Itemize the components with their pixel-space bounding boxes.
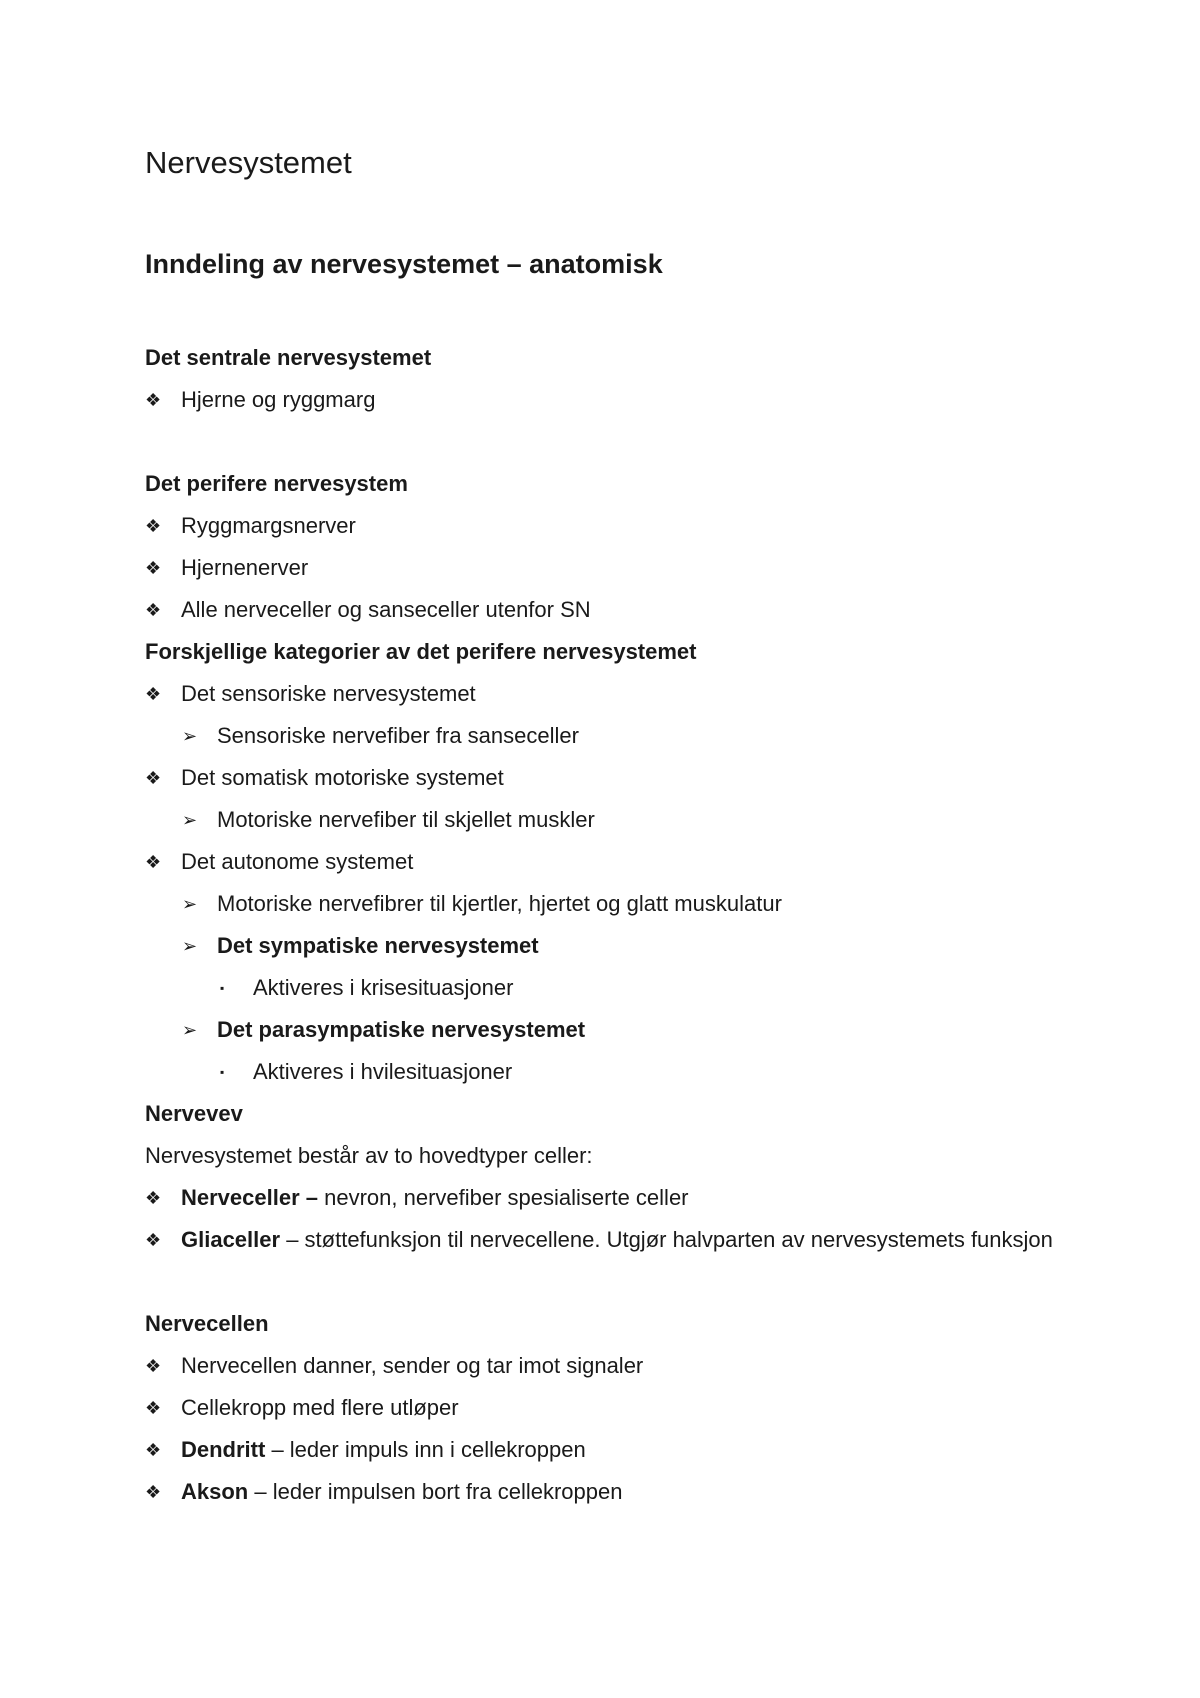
diamond-bullet-icon: ❖ <box>145 558 162 578</box>
diamond-bullet-icon: ❖ <box>145 852 162 872</box>
list-item: ➢ Det parasympatiske nervesystemet <box>145 1009 1085 1051</box>
square-bullet-icon: ▪ <box>220 1065 225 1079</box>
diamond-bullet-icon: ❖ <box>145 1230 162 1250</box>
diamond-bullet-icon: ❖ <box>145 1440 162 1460</box>
list-item: ➢ Motoriske nervefiber til skjellet muskler <box>145 799 1085 841</box>
diamond-bullet-icon: ❖ <box>145 1398 162 1418</box>
arrow-bullet-icon: ➢ <box>182 726 198 746</box>
list-item: ❖ Det sensoriske nervesystemet <box>145 673 1085 715</box>
list-item: ▪ Aktiveres i hvilesituasjoner <box>145 1051 1085 1093</box>
square-bullet-icon: ▪ <box>220 981 225 995</box>
list-item: ➢ Motoriske nervefibrer til kjertler, hjertet og glatt muskulatur <box>145 883 1085 925</box>
list-item: ❖ Cellekropp med flere utløper <box>145 1387 1085 1429</box>
diamond-bullet-icon: ❖ <box>145 1356 162 1376</box>
list-item: ▪ Aktiveres i krisesituasjoner <box>145 967 1085 1009</box>
list-item: ❖ Dendritt – leder impuls inn i cellekroppen <box>145 1429 1085 1471</box>
document-title: Nervesystemet <box>145 145 352 180</box>
list-item: ❖ Det somatisk motoriske systemet <box>145 757 1085 799</box>
diamond-bullet-icon: ❖ <box>145 768 162 788</box>
arrow-bullet-icon: ➢ <box>182 1020 198 1040</box>
list-item: ❖ Hjerne og ryggmarg <box>145 379 1085 421</box>
list-item: ❖ Ryggmargsnerver <box>145 505 1085 547</box>
arrow-bullet-icon: ➢ <box>182 936 198 956</box>
diamond-bullet-icon: ❖ <box>145 600 162 620</box>
list-item: ➢ Det sympatiske nervesystemet <box>145 925 1085 967</box>
list-item: ❖ Akson – leder impulsen bort fra cellekroppen <box>145 1471 1085 1513</box>
arrow-bullet-icon: ➢ <box>182 894 198 914</box>
diamond-bullet-icon: ❖ <box>145 390 162 410</box>
list-item: ❖ Hjernenerver <box>145 547 1085 589</box>
paragraph: Nervesystemet består av to hovedtyper celler: <box>145 1143 593 1168</box>
list-item: ❖ Alle nerveceller og sanseceller utenfor SN <box>145 589 1085 631</box>
list-item: ➢ Sensoriske nervefiber fra sanseceller <box>145 715 1085 757</box>
list-item: ❖ Nerveceller – nevron, nervefiber spesialiserte celler <box>145 1177 1085 1219</box>
heading-pns: Det perifere nervesystem <box>145 471 408 496</box>
diamond-bullet-icon: ❖ <box>145 516 162 536</box>
list-item: ❖ Det autonome systemet <box>145 841 1085 883</box>
section-title: Inndeling av nervesystemet – anatomisk <box>145 249 663 279</box>
diamond-bullet-icon: ❖ <box>145 1482 162 1502</box>
heading-nerve-tissue: Nervevev <box>145 1101 243 1126</box>
document-body <box>145 337 1085 1513</box>
list-item: ❖ Nervecellen danner, sender og tar imot signaler <box>145 1345 1085 1387</box>
heading-nerve-cell: Nervecellen <box>145 1311 269 1336</box>
list-item: ❖ Gliaceller – støttefunksjon til nervecellene. Utgjør halvparten av nervesystemets funksjon <box>145 1219 1085 1261</box>
arrow-bullet-icon: ➢ <box>182 810 198 830</box>
heading-cns: Det sentrale nervesystemet <box>145 345 432 370</box>
spacer <box>145 421 1085 463</box>
heading-categories: Forskjellige kategorier av det perifere nervesystemet <box>145 639 697 664</box>
spacer <box>145 1261 1085 1303</box>
diamond-bullet-icon: ❖ <box>145 684 162 704</box>
diamond-bullet-icon: ❖ <box>145 1188 162 1208</box>
